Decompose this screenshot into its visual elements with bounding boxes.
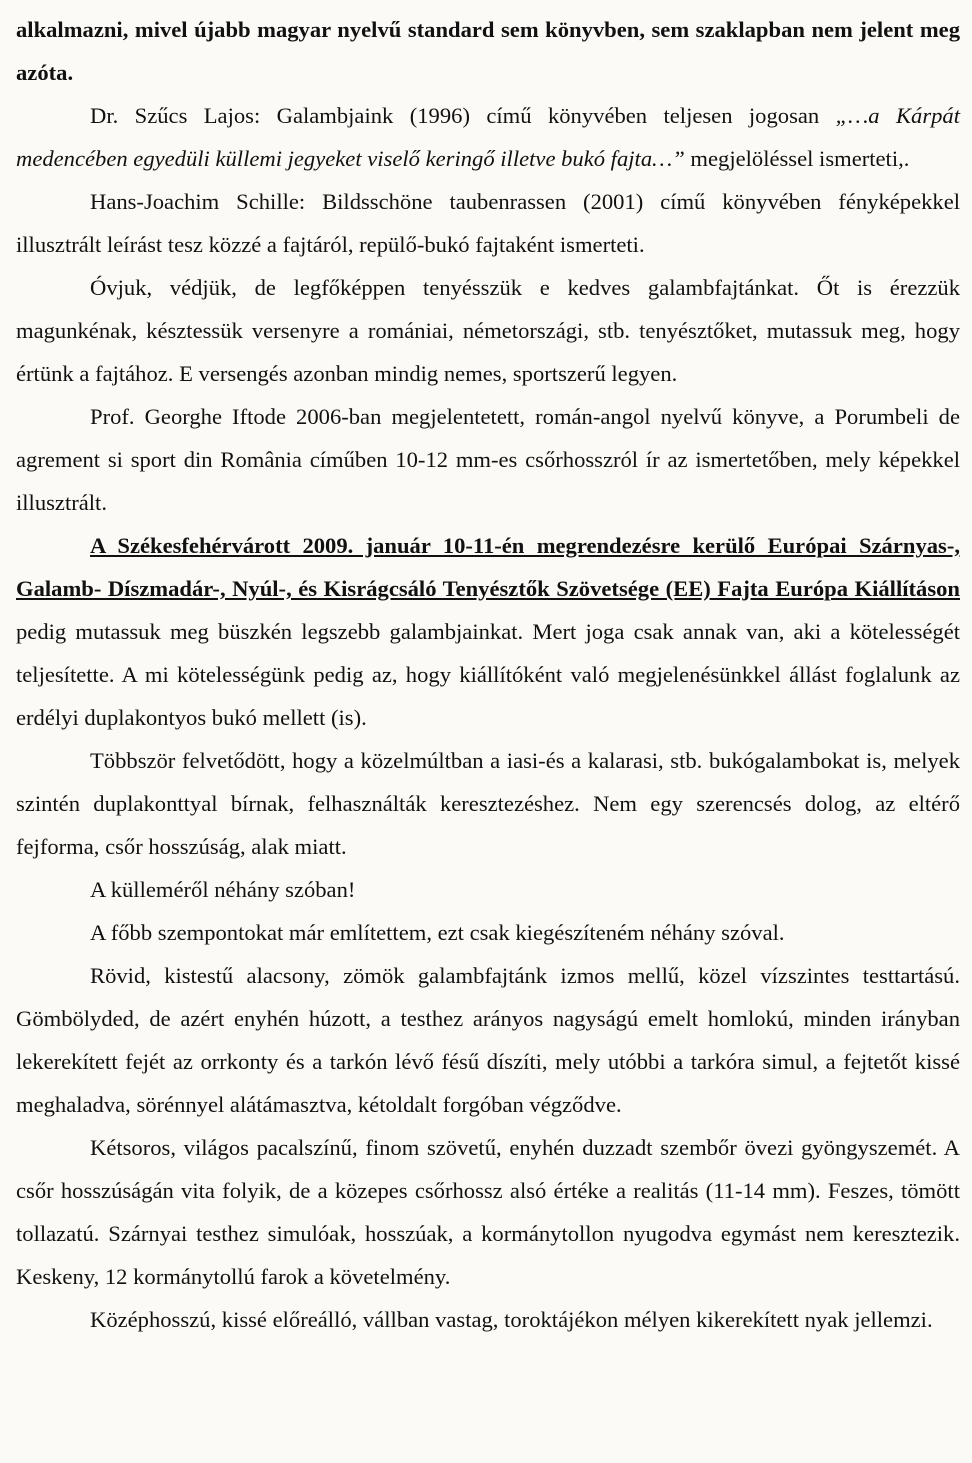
paragraph-iftode: Prof. Georghe Iftode 2006-ban megjelentetett, román-angol nyelvű könyve, a Porumbeli de agrement si sport din România címűben 10-12 mm-es csőrhosszról ír az ismertetőben, mely képekkel illusztrált. (16, 404, 960, 515)
exhibition-text: pedig mutassuk meg büszkén legszebb galambjainkat. Mert joga csak annak van, aki a kötelességét teljesítette. A mi kötelességünk pedig az, hogy kiállítóként való megjelenésünkkel állást foglalunk az erdélyi duplakontyos bukó mellett (is). (16, 619, 960, 730)
paragraph-breeding: Óvjuk, védjük, de legfőképpen tenyésszük e kedves galambfajtánkat. Őt is érezzük magunkénak, késztessük versenyre a romániai, németországi, stb. tenyésztőket, mutassuk meg, hogy értünk a fajtához. E versengés azonban mindig nemes, sportszerű legyen. (16, 275, 960, 386)
paragraph-appearance-intro: A külleméről néhány szóban! (90, 877, 356, 902)
paragraph-neck: Középhosszú, kissé előreálló, vállban vastag, toroktájékon mélyen kikerekített nyak jellemzi. (90, 1307, 933, 1332)
paragraph-eye-beak: Kétsoros, világos pacalszínű, finom szövetű, enyhén duzzadt szembőr övezi gyöngyszemét. A csőr hosszúságán vita folyik, de a közepes csőrhossz alsó értéke a realitás (11-14 mm). Feszes, tömött tollazatú. Szárnyai testhez simulóak, hosszúak, a kormánytollon nyugodva egymást nem keresztezik. Keskeny, 12 kormánytollú farok a követelmény. (16, 1135, 960, 1289)
szucs-quote: „…a Kárpát medencében egyedüli küllemi jegyeket viselő keringő illetve bukó fajta…” (16, 103, 960, 171)
szucs-text-start: Dr. Szűcs Lajos: Galambjaink (1996) című könyvében teljesen jogosan (90, 103, 836, 128)
paragraph-standard-note: alkalmazni, mivel újabb magyar nyelvű standard sem könyvben, sem szaklapban nem jelent meg azóta. (16, 17, 960, 85)
paragraph-body-head: Rövid, kistestű alacsony, zömök galambfajtánk izmos mellű, közel vízszintes testtartású. Gömbölyded, de azért enyhén húzott, a testhez arányos nagyságú emelt homlokú, minden irányban lekerekített fejét az orrkonty és a tarkón lévő fésű díszíti, mely utóbbi a tarkóra simul, a fejtetőt kissé meghaladva, sörénnyel alátámasztva, kétoldalt forgóban végződve. (16, 963, 960, 1117)
paragraph-main-aspects: A főbb szempontokat már említettem, ezt csak kiegészíteném néhány szóval. (90, 920, 785, 945)
paragraph-exhibition (16, 524, 960, 739)
exhibition-title: A Székesfehérvárott 2009. január 10-11-én megrendezésre kerülő Európai Szárnyas-, Galamb- Díszmadár-, Nyúl-, és Kisrágcsáló Tenyésztők Szövetsége (EE) Fajta Európa Kiállításon (16, 533, 960, 601)
paragraph-szucs (16, 94, 960, 180)
szucs-text-end: megjelöléssel ismerteti,. (684, 146, 910, 171)
paragraph-crossbreeding: Többször felvetődött, hogy a közelmúltban a iasi-és a kalarasi, stb. bukógalambokat is, melyek szintén duplakonttyal bírnak, felhasználták keresztezéshez. Nem egy szerencsés dolog, az eltérő fejforma, csőr hosszúság, alak miatt. (16, 748, 960, 859)
paragraph-schille: Hans-Joachim Schille: Bildsschöne taubenrassen (2001) című könyvében fényképekkel illusztrált leírást tesz közzé a fajtáról, repülő-bukó fajtaként ismerteti. (16, 189, 960, 257)
